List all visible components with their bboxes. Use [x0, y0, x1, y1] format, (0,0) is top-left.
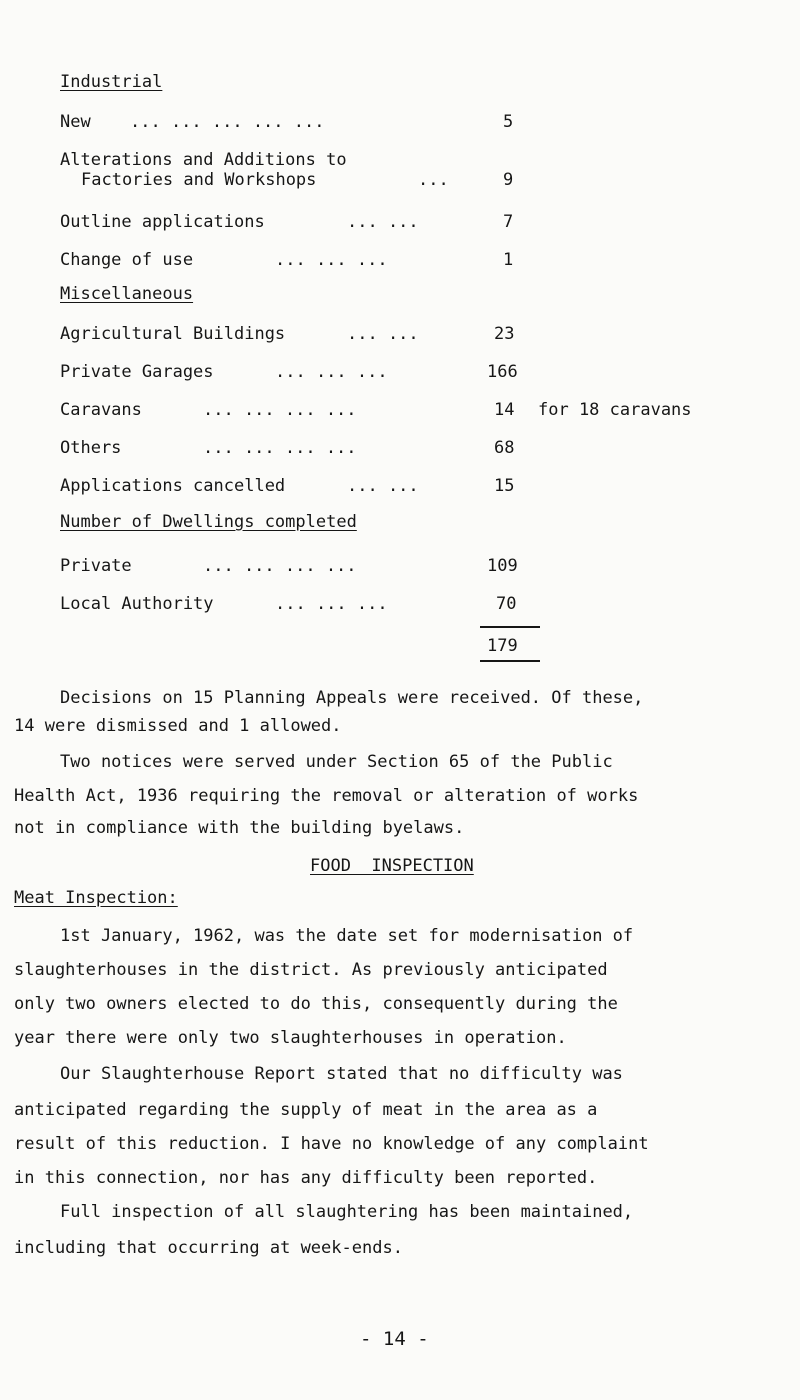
dwellings-total: 179 — [487, 636, 518, 656]
food-para2-line-3: result of this reduction. I have no knowledge of any complaint — [14, 1134, 649, 1154]
item-label-alterations-line1: Alterations and Additions to — [60, 150, 347, 170]
meat-inspection-subheading: Meat Inspection: — [14, 888, 178, 908]
page-number: - 14 - — [360, 1328, 429, 1350]
leader-dots: ... ... — [347, 476, 419, 496]
notices-line-1: Two notices were served under Section 65 of the Public — [60, 752, 613, 772]
item-value-alterations: 9 — [503, 170, 514, 190]
item-label-new: New — [60, 112, 91, 132]
item-label-private: Private — [60, 556, 132, 576]
leader-dots: ... ... ... ... ... — [130, 112, 325, 132]
notices-line-2: Health Act, 1936 requiring the removal or alteration of works — [14, 786, 639, 806]
item-label-caravans: Caravans — [60, 400, 142, 420]
leader-dots: ... ... — [347, 212, 419, 232]
leader-dots: ... ... ... — [275, 362, 388, 382]
section-heading-industrial: Industrial — [60, 72, 163, 92]
leader-dots: ... ... ... ... — [203, 400, 357, 420]
total-rule-bottom — [480, 660, 540, 662]
section-heading-dwellings: Number of Dwellings completed — [60, 512, 357, 532]
item-label-others: Others — [60, 438, 122, 458]
food-para2-line-1: Our Slaughterhouse Report stated that no difficulty was — [60, 1064, 623, 1084]
food-inspection-heading: FOOD INSPECTION — [310, 856, 474, 876]
food-para1-line-3: only two owners elected to do this, consequently during the — [14, 994, 618, 1014]
item-label-applications-cancelled: Applications cancelled — [60, 476, 286, 496]
food-para1-line-1: 1st January, 1962, was the date set for modernisation of — [60, 926, 634, 946]
food-para3-line-1: Full inspection of all slaughtering has been maintained, — [60, 1202, 634, 1222]
item-value-agricultural-buildings: 23 — [494, 324, 515, 344]
item-value-caravans: 14 — [494, 400, 515, 420]
item-value-private-garages: 166 — [487, 362, 518, 382]
item-label-agricultural-buildings: Agricultural Buildings — [60, 324, 286, 344]
item-label-change-of-use: Change of use — [60, 250, 194, 270]
total-rule-top — [480, 626, 540, 628]
item-value-change-of-use: 1 — [503, 250, 514, 270]
leader-dots: ... ... — [347, 324, 419, 344]
section-heading-miscellaneous: Miscellaneous — [60, 284, 194, 304]
item-label-outline-applications: Outline applications — [60, 212, 265, 232]
notices-line-3: not in compliance with the building byelaws. — [14, 818, 465, 838]
item-value-outline-applications: 7 — [503, 212, 514, 232]
item-value-applications-cancelled: 15 — [494, 476, 515, 496]
item-label-alterations-line2: Factories and Workshops — [81, 170, 317, 190]
item-value-new: 5 — [503, 112, 514, 132]
leader-dots: ... — [418, 170, 449, 190]
food-para2-line-2: anticipated regarding the supply of meat in the area as a — [14, 1100, 598, 1120]
leader-dots: ... ... ... — [275, 250, 388, 270]
leader-dots: ... ... ... ... — [203, 438, 357, 458]
item-value-others: 68 — [494, 438, 515, 458]
item-label-local-authority: Local Authority — [60, 594, 214, 614]
appeals-line-2: 14 were dismissed and 1 allowed. — [14, 716, 342, 736]
food-para2-line-4: in this connection, nor has any difficulty been reported. — [14, 1168, 598, 1188]
food-para3-line-2: including that occurring at week-ends. — [14, 1238, 403, 1258]
leader-dots: ... ... ... — [275, 594, 388, 614]
item-value-private: 109 — [487, 556, 518, 576]
leader-dots: ... ... ... ... — [203, 556, 357, 576]
appeals-line-1: Decisions on 15 Planning Appeals were received. Of these, — [60, 688, 644, 708]
food-para1-line-2: slaughterhouses in the district. As previously anticipated — [14, 960, 608, 980]
food-para1-line-4: year there were only two slaughterhouses in operation. — [14, 1028, 567, 1048]
item-value-local-authority: 70 — [496, 594, 517, 614]
item-note-caravans: for 18 caravans — [538, 400, 692, 420]
item-label-private-garages: Private Garages — [60, 362, 214, 382]
